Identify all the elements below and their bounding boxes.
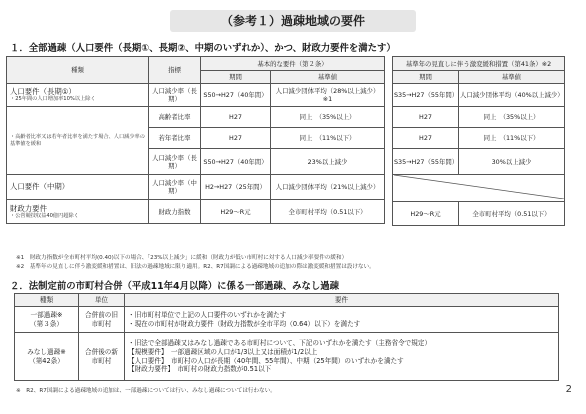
type-label: みなし過疎※ — [27, 347, 66, 356]
standard-cell: 人口減少団体平均（28%以上減少）※1 — [271, 84, 385, 107]
table-row — [7, 84, 385, 107]
empty-cell — [393, 175, 565, 202]
table-row — [15, 333, 559, 381]
standard-cell: 同上 （35%以上） — [459, 107, 565, 128]
table-row — [393, 175, 565, 202]
type-note: ・25年間の人口増加率10%以上除く — [10, 96, 96, 103]
type-label: 財政力要件 — [10, 203, 47, 213]
requirement-line: ・現在の市町村が財政力要件（財政力指数が全市平均（0.64）以下）を満たす — [128, 319, 361, 328]
col-type-header: 種類 — [7, 57, 149, 84]
section1-heading: １．全部過疎（人口要件（長期①、長期②、中期のいずれか）、かつ、財政力要件を満たす） — [10, 43, 396, 54]
indicator-cell: 人口減少率（長期） — [149, 84, 201, 107]
transitional-measures-table — [392, 56, 565, 226]
period-cell: S50→H27（40年間） — [201, 84, 271, 107]
footnote-1: ※1 財政力指数が全市町村平均(0.40)以下の場合、「23%以上減少」に緩和（財政力が低い市町村に対する人口減少率要件の緩和） — [16, 255, 348, 261]
indicator-cell: 高齢者比率 — [149, 107, 201, 128]
requirement-line: ・旧法で全部過疎又はみなし過疎である市町村について、下記のいずれかを満たす（主務省令で規定） — [128, 339, 432, 348]
period-cell: H2→H27（25年間） — [201, 175, 271, 200]
standard-cell: 人口減少団体平均（40%以上減少） — [459, 84, 565, 107]
col-period-header: 期間 — [393, 71, 459, 84]
period-cell: S50→H27（40年間） — [201, 149, 271, 175]
transitional-header: 基準年の見直しに伴う激変緩和措置（第41条）※2 — [393, 57, 565, 71]
requirement-line: ・旧市町村単位で上記の人口要件のいずれかを満たす — [128, 310, 287, 319]
table-row — [15, 307, 559, 333]
type-note: ・高齢者比率又は若年者比率を満たす場合、人口減少率の基準値を緩和 — [10, 134, 145, 147]
standard-cell: 人口減少団体平均（21%以上減少） — [271, 175, 385, 200]
requirement-line: 【財政力要件】 市町村の財政力指数が0.51以下 — [128, 365, 272, 374]
type-label: 人口要件（長期①） — [10, 87, 76, 97]
table-row — [7, 175, 385, 200]
indicator-cell: 人口減少率（中期） — [149, 175, 201, 200]
type-label: 人口要件（中期） — [10, 182, 70, 192]
table-row — [393, 107, 565, 128]
col-requirement-header: 要件 — [125, 294, 559, 307]
requirement-line: 【人口要件】 市町村の人口が長期（40年間、55年間）、中期（25年間）のいずれかを満たす — [128, 356, 404, 365]
table-row — [393, 84, 565, 107]
table-row — [393, 149, 565, 175]
period-cell: H27 — [201, 128, 271, 149]
period-cell: S35→H27（55年間） — [393, 84, 459, 107]
col-unit-header: 単位 — [79, 294, 125, 307]
period-cell: H27 — [393, 107, 459, 128]
standard-cell: 全市町村平均（0.51以下） — [459, 202, 565, 226]
diagonal-strike-icon — [394, 175, 564, 199]
indicator-cell: 人口減少率（長期） — [149, 149, 201, 175]
partial-depopulation-table — [14, 293, 559, 381]
period-cell: H29～R元 — [393, 202, 459, 226]
col-standard-header: 基準値 — [459, 71, 565, 84]
requirement-line: 【規模要件】 一部過疎区域の人口が1/3以上又は面積が1/2以上 — [128, 347, 318, 356]
section2-heading: ２．法制定前の市町村合併（平成11年4月以降）に係る一部過疎、みなし過疎 — [10, 281, 339, 292]
indicator-cell: 財政力指数 — [149, 200, 201, 224]
col-basic-header: 基本的な要件（第２条） — [201, 57, 385, 71]
requirements-table — [6, 56, 385, 224]
type-note: ・公営競技収益40億円超除く — [10, 212, 79, 219]
standard-cell: 同上 （11%以下） — [459, 128, 565, 149]
standard-cell: 全市町村平均（0.51以下） — [271, 200, 385, 224]
page-number: 2 — [565, 384, 572, 395]
footnote-2: ※2 基準年の見直しに伴う激変緩和措置は、旧法の過疎地域に限り適用。R2、R7国調による過疎地域の追加の際は激変緩和措置は設けない。 — [16, 264, 375, 270]
type-article: （第42条） — [29, 356, 64, 365]
standard-cell: 同上 （35%以上） — [271, 107, 385, 128]
standard-cell: 30%以上減少 — [459, 149, 565, 175]
footnote-3: ※ R2、R7国調による過疎地域の追加は、一部過疎については行い、みなし過疎については行わない。 — [16, 388, 276, 394]
type-article: （第３条） — [30, 319, 63, 328]
standard-cell: 同上 （11%以下） — [271, 128, 385, 149]
table-row — [7, 107, 385, 128]
table-row — [7, 200, 385, 224]
col-type-header: 種類 — [15, 294, 79, 307]
page-title: （参考１）過疎地域の要件 — [170, 10, 416, 32]
indicator-cell: 若年者比率 — [149, 128, 201, 149]
period-cell: S35→H27（55年間） — [393, 149, 459, 175]
col-standard-header: 基準値 — [271, 71, 385, 84]
table-row — [393, 128, 565, 149]
col-indicator-header: 指標 — [149, 57, 201, 84]
unit-cell: 合併後の新市町村 — [79, 333, 125, 381]
type-label: 一部過疎※ — [30, 310, 63, 319]
period-cell: H27 — [201, 107, 271, 128]
unit-cell: 合併前の旧市町村 — [79, 307, 125, 333]
period-cell: H29～R元 — [201, 200, 271, 224]
period-cell: H27 — [393, 128, 459, 149]
table-row — [393, 202, 565, 226]
standard-cell: 23%以上減少 — [271, 149, 385, 175]
col-period-header: 期間 — [201, 71, 271, 84]
